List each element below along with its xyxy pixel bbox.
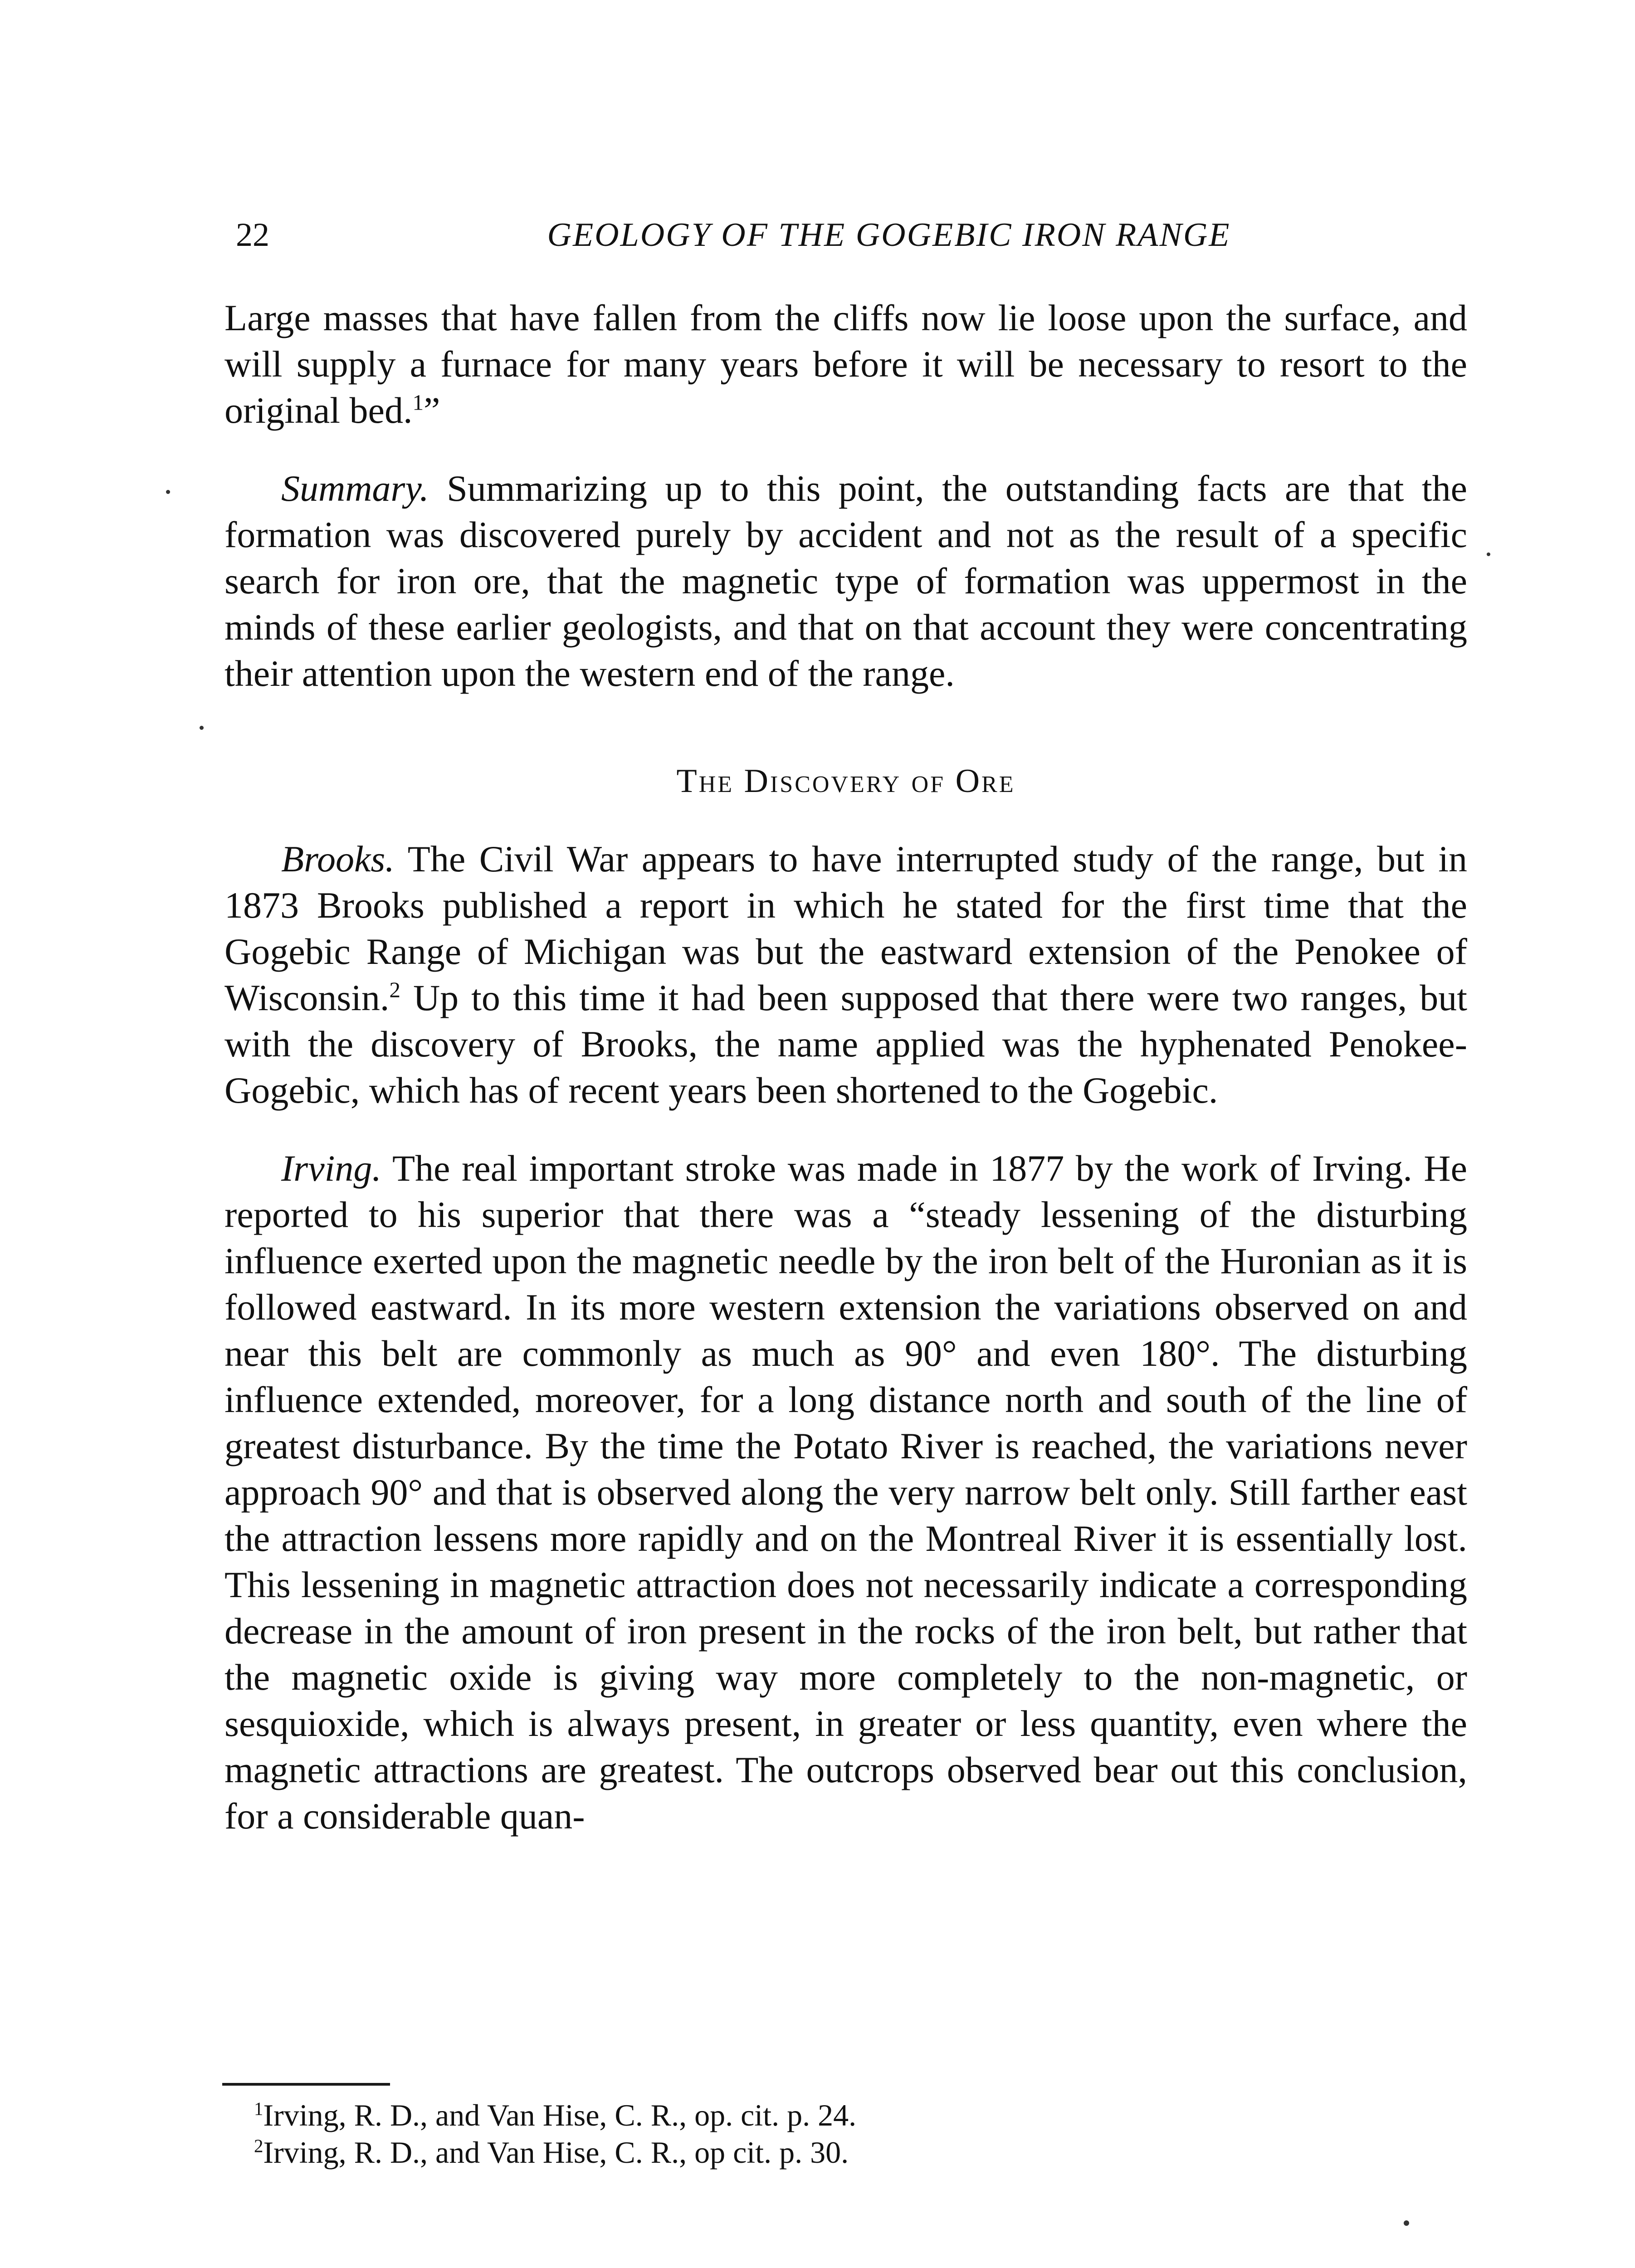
- continuation-text: Large masses that have fallen from the cliffs now lie loose upon the surface, and will supply a furnace for many years before it will be necessary to resort to the original bed.: [225, 297, 1467, 431]
- footnote-ref-2: 2: [389, 977, 400, 1002]
- footnote-1: [254, 2097, 1433, 2134]
- paragraph-continuation: [225, 295, 1467, 434]
- footnote-mark: 1: [254, 2098, 264, 2119]
- footnote-text: Irving, R. D., and Van Hise, C. R., op cit. p. 30.: [263, 2135, 849, 2170]
- summary-side-head: Summary.: [281, 468, 429, 509]
- print-speck: [200, 726, 204, 730]
- footnotes: [254, 2097, 1433, 2171]
- brooks-side-head: Brooks.: [281, 838, 395, 880]
- running-head: GEOLOGY OF THE GOGEBIC IRON RANGE: [547, 216, 1231, 254]
- footnote-rule: [222, 2083, 390, 2086]
- brooks-text: The Civil War appears to have interrupted study of the range, but in 1873 Brooks published a report in which he stated for the first time that the Gogebic Range of Michigan was but the eastward extension of the Penokee of Wisconsin.: [225, 838, 1467, 1018]
- footnote-mark: 2: [254, 2136, 264, 2156]
- paragraph-summary: [225, 465, 1467, 697]
- body-text: [225, 295, 1467, 1839]
- print-speck: [1487, 552, 1490, 556]
- irving-side-head: Irving.: [281, 1148, 381, 1189]
- brooks-text-continued: Up to this time it had been supposed that there were two ranges, but with the discovery of Brooks, the name applied was the hyphenated Penokee-Gogebic, which has of recent years been shortened to the Gogebic.: [225, 977, 1467, 1111]
- paragraph-irving: [225, 1145, 1467, 1839]
- page-header: [236, 212, 1488, 258]
- footnote-ref-1: 1: [412, 390, 424, 415]
- page-number: 22: [236, 216, 269, 254]
- summary-text: Summarizing up to this point, the outstanding facts are that the formation was discovered purely by accident and not as the result of a specific search for iron ore, that the magnetic type of formation was uppermost in the minds of these earlier geologists, and that on that account they were concentrating their attention upon the western end of the range.: [225, 468, 1467, 694]
- paragraph-brooks: [225, 836, 1467, 1114]
- close-quote: ”: [424, 390, 440, 431]
- print-speck: [166, 490, 170, 494]
- footnote-text: Irving, R. D., and Van Hise, C. R., op. cit. p. 24.: [263, 2098, 857, 2132]
- section-heading: The Discovery of Ore: [676, 763, 1015, 800]
- print-speck: [1404, 2220, 1409, 2226]
- footnote-2: [254, 2134, 1433, 2171]
- irving-text: The real important stroke was made in 1877 by the work of Irving. He reported to his superior that there was a “steady lessening of the disturbing influence exerted upon the magnetic needle by the iron belt of the Huronian as it is followed eastward. In its more western extension the variations observed on and near this belt are commonly as much as 90° and even 180°. The disturbing influence extended, moreover, for a long distance north and south of the line of greatest disturbance. By the time the Potato River is reached, the variations never approach 90° and that is observed along the very narrow belt only. Still farther east the attraction lessens more rapidly and on the Montreal River it is essentially lost. This lessening in magnetic attraction does not necessarily indicate a corresponding decrease in the amount of iron present in the rocks of the iron belt, but rather that the magnetic oxide is giving way more completely to the non-magnetic, or sesquioxide, which is always present, in greater or less quantity, even where the magnetic attractions are greatest. The outcrops observed bear out this conclusion, for a considerable quan-: [225, 1148, 1467, 1837]
